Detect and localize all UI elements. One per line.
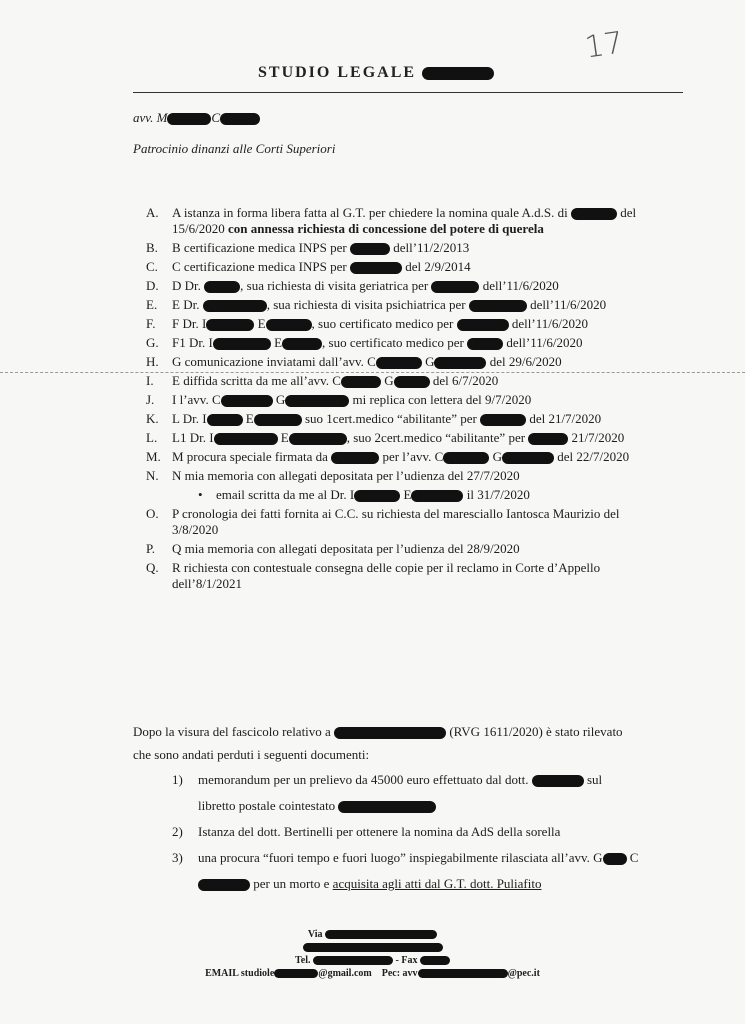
redaction (313, 956, 393, 965)
item-text: del 22/7/2020 (553, 449, 630, 464)
item-text: dell’11/6/2020 (503, 335, 583, 350)
redaction (254, 414, 302, 425)
item-text: del 2/9/2014 (401, 259, 471, 274)
redaction (350, 262, 402, 273)
list-letter: M. (146, 449, 161, 464)
item-text: F1 Dr. I (172, 335, 213, 350)
letterhead-title: STUDIO LEGALE (258, 64, 417, 81)
page-number-handwritten: 17 (582, 25, 626, 66)
redaction (467, 338, 503, 349)
list-letter: F. (146, 316, 156, 331)
footer-emails: EMAIL studiole @gmail.com Pec: avv @pec.it (205, 968, 540, 979)
list-item (146, 560, 646, 592)
item-text: , sua richiesta di visita psichiatrica per (266, 297, 469, 312)
item-text: il 31/7/2020 (463, 487, 530, 502)
item-text: A istanza in forma libera fatta al G.T. per chiedere la nomina quale A.d.S. di (172, 205, 572, 220)
item-text: G comunicazione inviatami dall’avv. C (172, 354, 376, 369)
redaction (532, 775, 584, 786)
item-text: per l’avv. C (379, 449, 444, 464)
letterhead (258, 64, 494, 82)
item-text: Q mia memoria con allegati depositata per l’udienza del 28/9/2020 (172, 541, 520, 556)
redaction (325, 930, 437, 939)
redaction (420, 956, 450, 965)
item-text: I l’avv. C (172, 392, 221, 407)
item-text: mi replica con lettera del 9/7/2020 (349, 392, 532, 407)
redaction (198, 879, 250, 890)
item-text: del 29/6/2020 (486, 354, 562, 369)
item-text: G (489, 449, 502, 464)
redaction (411, 490, 463, 501)
header-rule (133, 92, 683, 93)
item-text: , suo 2cert.medico “abilitante” per (346, 430, 529, 445)
list-letter: K. (146, 411, 159, 426)
sub-list-item (146, 487, 646, 503)
bullet: • (198, 487, 203, 502)
item-text: del 21/7/2020 (526, 411, 602, 426)
list-letter: P. (146, 541, 156, 556)
item-text: , sua richiesta di visita geriatrica per (240, 278, 432, 293)
item-text: M procura speciale firmata da (172, 449, 332, 464)
item-text: G (421, 354, 435, 369)
redaction (334, 727, 446, 738)
list-item (146, 335, 646, 351)
redaction (480, 414, 526, 425)
item-text: del 6/7/2020 (429, 373, 499, 388)
item-text: L1 Dr. I (172, 430, 214, 445)
redaction (350, 243, 390, 254)
list-letter: O. (146, 506, 159, 521)
list-item (146, 278, 646, 294)
item-text: , suo certificato medico per (322, 335, 468, 350)
redaction (502, 452, 554, 463)
list-item (146, 316, 646, 332)
list-item (146, 392, 646, 408)
redaction (221, 395, 273, 406)
item-text: suo 1cert.medico “abilitante” per (301, 411, 481, 426)
item-text: P cronologia dei fatti fornita ai C.C. su richiesta del maresciallo Iantosca Maurizio del 3/8/2020 (172, 506, 620, 537)
item-text: E (242, 411, 254, 426)
list-item (146, 259, 646, 275)
item-text: email scritta da me al Dr. I (216, 487, 355, 502)
item-text: G (380, 373, 394, 388)
redaction (418, 969, 508, 978)
redaction (220, 113, 260, 124)
redaction (422, 67, 494, 81)
redaction (266, 319, 312, 330)
list-item (146, 354, 646, 370)
item-text: E (400, 487, 412, 502)
list-item (146, 449, 646, 465)
lawyer-name: avv. M C (133, 110, 260, 126)
lost-documents-list (172, 767, 642, 897)
redaction (289, 433, 347, 444)
redaction (457, 319, 509, 330)
redaction (571, 208, 617, 219)
item-text: dell’11/2/2013 (389, 240, 470, 255)
redaction (603, 853, 627, 864)
item-text: E (254, 316, 266, 331)
list-letter: A. (146, 205, 159, 220)
item-bold-text: con annessa richiesta di concessione del potere di querela (227, 221, 544, 236)
item-text: E diffida scritta da me all’avv. C (172, 373, 341, 388)
redaction (376, 357, 422, 368)
item-text: , suo certificato medico per (311, 316, 457, 331)
list-letter: E. (146, 297, 158, 312)
paragraph: Dopo la visura del fascicolo relativo a (RVG 1611/2020) è stato rilevato che sono andati perduti i seguenti documenti: (133, 724, 623, 762)
list-item (146, 468, 646, 484)
redaction (331, 452, 379, 463)
list-item: 2) Istanza del dott. Bertinelli per ottenere la nomina da AdS della sorella (172, 824, 561, 839)
redaction (213, 338, 271, 349)
redaction (206, 319, 254, 330)
list-item (146, 411, 646, 427)
list-letter: L. (146, 430, 158, 445)
footer-phone: Tel. - Fax (0, 954, 745, 967)
list-item (146, 541, 646, 557)
redaction (303, 943, 443, 952)
item-text: 21/7/2020 (568, 430, 625, 445)
item-text: dell’11/6/2020 (479, 278, 559, 293)
redaction (469, 300, 527, 311)
item-text: E (270, 335, 283, 350)
item-text: L Dr. I (172, 411, 207, 426)
item-text: dell’11/6/2020 (526, 297, 607, 312)
list-letter: H. (146, 354, 159, 369)
redaction (285, 395, 349, 406)
item-text: N mia memoria con allegati depositata per l’udienza del 27/7/2020 (172, 468, 520, 483)
list-item (146, 297, 646, 313)
list-item: 1) memorandum per un prelievo da 45000 euro effettuato dal dott. sul libretto postale cointestato (172, 772, 603, 813)
redaction (274, 969, 318, 978)
item-text: dell’11/6/2020 (508, 316, 588, 331)
list-item (146, 240, 646, 256)
list-item (146, 506, 646, 538)
item-text: D Dr. (172, 278, 205, 293)
redaction (207, 414, 243, 425)
redaction (282, 338, 322, 349)
item-text: E (277, 430, 289, 445)
item-text: R richiesta con contestuale consegna delle copie per il reclamo in Corte d’Appello dell’8/1/2021 (172, 560, 601, 591)
redaction (431, 281, 479, 292)
list-letter: G. (146, 335, 159, 350)
item-text: C certificazione medica INPS per (172, 259, 350, 274)
redaction (443, 452, 489, 463)
item-text: del 15/6/2020 (172, 205, 637, 236)
item-text: G (272, 392, 286, 407)
redaction (434, 357, 486, 368)
specialty-line: Patrocinio dinanzi alle Corti Superiori (133, 141, 336, 156)
item-text: E Dr. (172, 297, 203, 312)
list-item: 3) una procura “fuori tempo e fuori luogo” inspiegabilmente rilasciata all’avv. G C per un morto e acquisita agli atti dal G.T. dott. Puliafito (172, 850, 639, 891)
footer (0, 928, 745, 980)
list-letter: J. (146, 392, 155, 407)
footer-address: Via (0, 928, 745, 941)
redaction (338, 801, 436, 812)
redaction (167, 113, 211, 124)
list-letter: B. (146, 240, 158, 255)
redaction (341, 376, 381, 387)
list-letter: N. (146, 468, 159, 483)
list-item (146, 430, 646, 446)
list-letter: Q. (146, 560, 159, 575)
list-item (146, 205, 646, 237)
redaction (354, 490, 400, 501)
document-list (146, 205, 646, 595)
redaction (203, 300, 267, 311)
list-item (146, 373, 646, 389)
redaction (528, 433, 568, 444)
item-text: F Dr. I (172, 316, 207, 331)
redaction (204, 281, 240, 292)
list-letter: I. (146, 373, 154, 388)
redaction (214, 433, 278, 444)
list-letter: C. (146, 259, 158, 274)
list-letter: D. (146, 278, 159, 293)
item-text: B certificazione medica INPS per (172, 240, 350, 255)
redaction (394, 376, 430, 387)
